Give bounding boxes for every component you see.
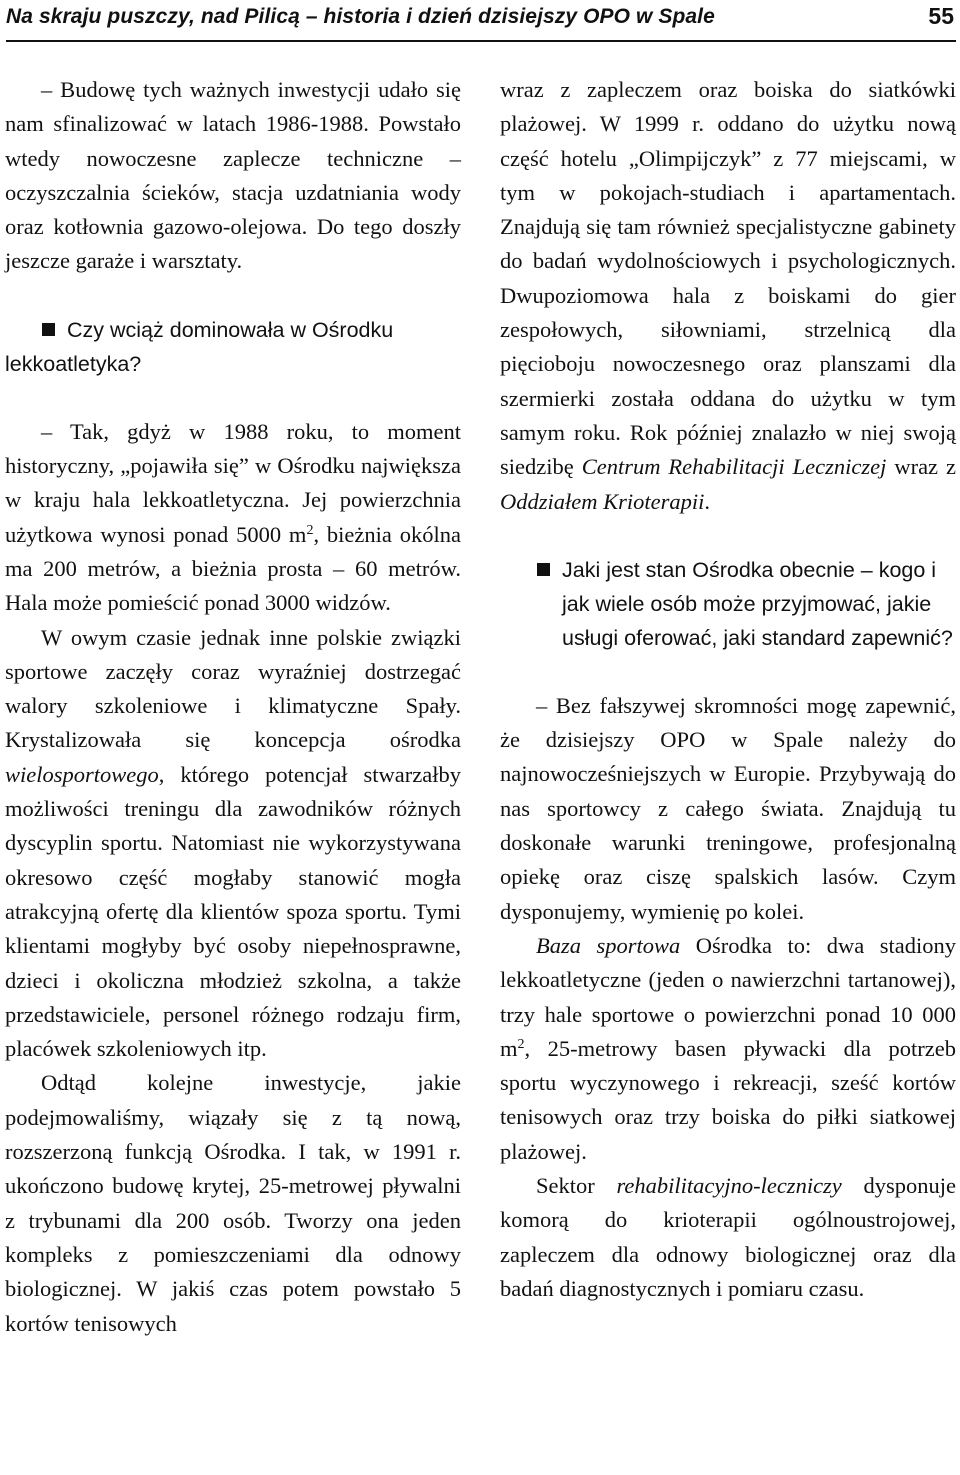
bullet-square-icon (42, 323, 55, 336)
question-text: Jaki jest stan Ośrodka obecnie – kogo i jak wiele osób może przyjmować, jakie usługi oferować, jaki standard zapewnić? (562, 557, 953, 650)
paragraph: Baza sportowa Ośrodka to: dwa stadiony lekkoatletyczne (jeden o nawierzchni tartanowej), trzy hale sportowe o powierzchni ponad 10 000 $m^2$, 25-metrowy basen pływacki dla potrzeb sportu wyczynowego i rekreacji, sześć kortów tenisowych oraz trzy boiska do piłki siatkowej plażowej. (500, 932, 956, 1164)
interview-question (500, 553, 956, 655)
bullet-square-icon (537, 563, 550, 576)
question-text: Czy wciąż dominowała w Ośrodku (67, 317, 394, 342)
running-title: Na skraju puszczy, nad Pilicą – historia i dzień dzisiejszy OPO w Spale (6, 5, 715, 28)
paragraph: – Bez fałszywej skromności mogę zapewnić, że dzisiejszy OPO w Spale należy do najnowocześniejszych w Europie. Przybywają do nas sportowcy z całego świata. Znajdują tu doskonałe warunki treningowe, profesjonalną opiekę oraz ciszę spalskich lasów. Czym dysponujemy, wymienię po kolei. (500, 692, 956, 924)
page-number: 55 (928, 3, 954, 29)
interview-question (5, 313, 461, 381)
paragraph: – Tak, gdyż w 1988 roku, to moment historyczny, „pojawiła się” w Ośrodku największa w kraju hala lekkoatletyczna. Jej powierzchnia użytkowa wynosi ponad 5000 $m^2$, bieżnia okólna ma 200 metrów, a bieżnia prosta – 60 metrów. Hala może pomieścić ponad 3000 widzów. (5, 418, 461, 616)
paragraph: – Budowę tych ważnych inwestycji udało się nam sfinalizować w latach 1986-1988. Powstało wtedy nowoczesne zaplecze techniczne – oczyszczalnia ścieków, stacja uzdatniania wody oraz kotłownia gazowo-olejowa. Do tego doszły jeszcze garaże i warsztaty. (5, 77, 461, 274)
page-header (6, 0, 956, 42)
paragraph: W owym czasie jednak inne polskie związki sportowe zaczęły coraz wyraźniej dostrzegać walory szkoleniowe i klimatyczne Spały. Krystalizowała się koncepcja ośrodka wielosportowego, którego potencjał stwarzałby możliwości treningu dla zawodników różnych dyscyplin sportu. Natomiast nie wykorzystywana okresowo część mogłaby stanowić mogła atrakcyjną ofertę dla klientów spoza sportu. Tymi klientami mogłyby być osoby niepełnosprawne, dzieci i okoliczna młodzież szkolna, a także przedstawiciele, personel różnego rodzaju firm, placówek szkoleniowych itp. (5, 624, 461, 1062)
left-column (5, 73, 461, 1341)
right-column (500, 73, 956, 1306)
question-text-continued: lekkoatletyka? (5, 351, 142, 376)
paragraph: Odtąd kolejne inwestycje, jakie podejmowaliśmy, wiązały się z tą nową, rozszerzoną funkcją Ośrodka. I tak, w 1991 r. ukończono budowę krytej, 25-metrowej pływalni z trybunami dla 200 osób. Tworzy ona jeden kompleks z pomieszczeniami dla odnowy biologicznej. W jakiś czas potem powstało 5 kortów tenisowych (5, 1070, 461, 1336)
paragraph: wraz z zapleczem oraz boiska do siatkówki plażowej. W 1999 r. oddano do użytku nową część hotelu „Olimpijczyk” z 77 miejscami, w tym w pokojach-studiach i apartamentach. Znajdują się tam również specjalistyczne gabinety do badań wydolnościowych i psychologicznych. Dwupoziomowa hala z boiskami do gier zespołowych, siłowniami, strzelnicą dla pięcioboju nowoczesnego oraz planszami dla szermierki została oddana do użytku w tym samym roku. Rok później znalazło w niej swoją siedzibę Centrum Rehabilitacji Leczniczej wraz z Oddziałem Krioterapii. (500, 77, 957, 514)
paragraph: Sektor rehabilitacyjno-leczniczy dysponuje komorą do krioterapii ogólnoustrojowej, zapleczem dla odnowy biologicznej oraz dla badań diagnostycznych i pomiaru czasu. (500, 1173, 956, 1301)
